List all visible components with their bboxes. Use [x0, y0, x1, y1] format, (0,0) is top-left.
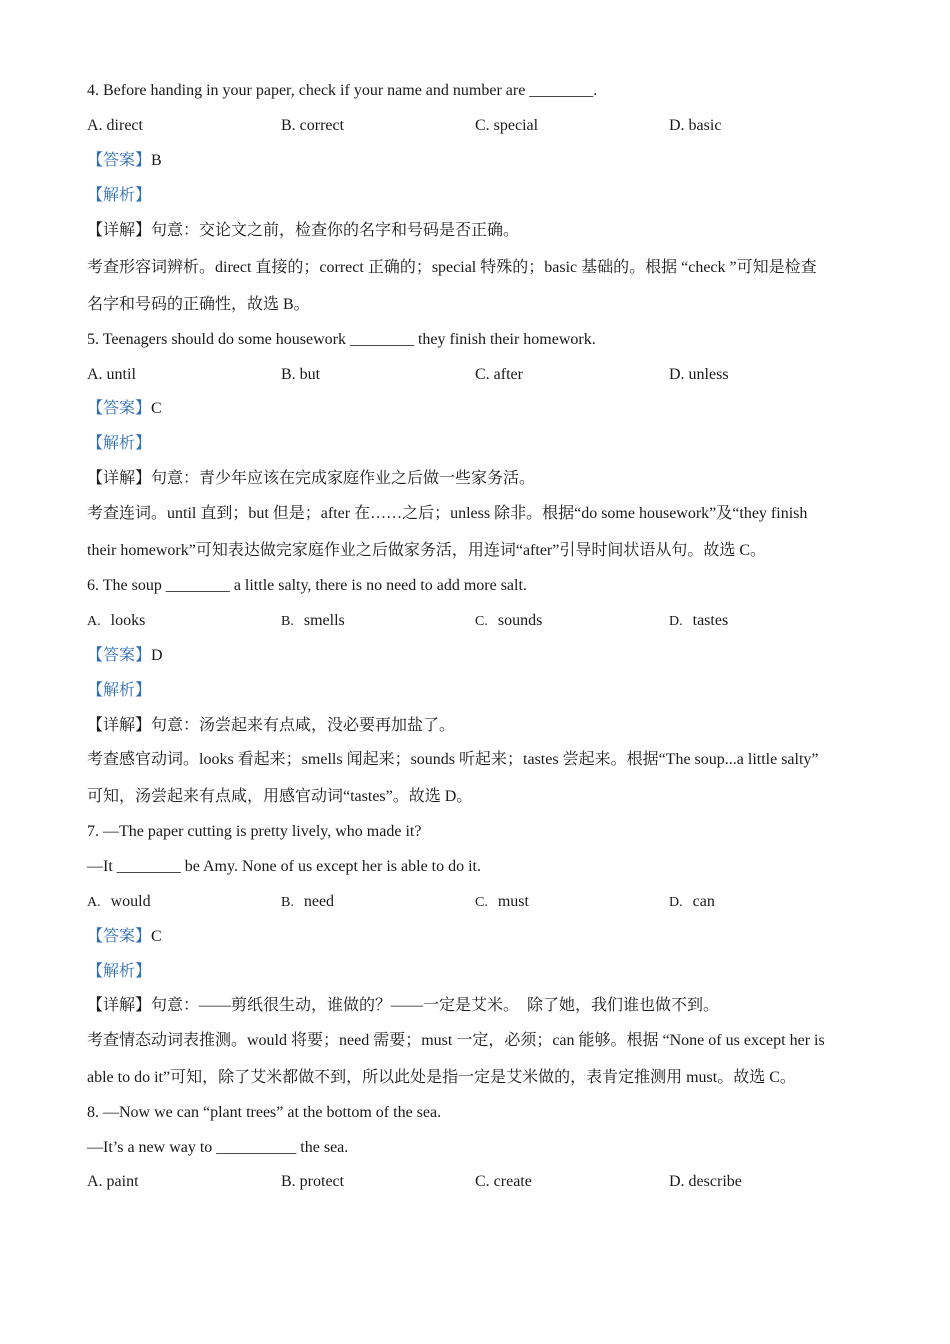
question-8-stem: 8. —Now we can “plant trees” at the bottom of the sea.: [87, 1104, 442, 1121]
option-c: [475, 892, 529, 913]
answer-line: [87, 399, 162, 419]
option-c: C. create: [475, 1173, 532, 1190]
option-b: B. protect: [281, 1173, 345, 1190]
answer-value: D: [151, 647, 163, 664]
option-c: C. special: [475, 117, 539, 134]
question-6-stem: 6. The soup ________ a little salty, there is no need to add more salt.: [87, 577, 527, 594]
detail-tag: 【详解】: [87, 222, 152, 239]
explanation-line: their homework”可知表达做完家庭作业之后做家务活，用连词“after”引导时间状语从句。故选 C。: [87, 542, 767, 559]
option-b: B. but: [281, 366, 321, 383]
question-8-options: [87, 1172, 867, 1192]
option-d: D. basic: [669, 117, 722, 134]
option-a: [87, 892, 151, 913]
answer-value: B: [151, 152, 162, 169]
option-letter: B.: [281, 614, 294, 629]
answer-line: [87, 927, 162, 947]
option-word: would: [110, 893, 151, 910]
option-c: C. after: [475, 366, 523, 383]
analysis-tag: 【解析】: [87, 187, 152, 204]
option-a: A. direct: [87, 117, 143, 134]
option-letter: C.: [475, 614, 488, 629]
detail-tag: 【详解】: [87, 717, 152, 734]
explanation-line: 名字和号码的正确性，故选 B。: [87, 296, 310, 313]
option-letter: D.: [669, 895, 683, 910]
answer-value: C: [151, 928, 162, 945]
option-word: sounds: [497, 612, 543, 629]
detail-text: 句意：——剪纸很生动，谁做的？——一定是艾米。 除了她，我们谁也做不到。: [151, 997, 720, 1014]
option-word: can: [692, 893, 715, 910]
detail-line: [87, 469, 535, 489]
option-word: tastes: [692, 612, 729, 629]
question-8-stem: —It’s a new way to __________ the sea.: [87, 1139, 349, 1156]
answer-line: [87, 151, 162, 171]
detail-text: 句意：青少年应该在完成家庭作业之后做一些家务活。: [151, 470, 536, 487]
option-d: [669, 611, 728, 632]
option-a: [87, 611, 145, 632]
answer-tag: 【答案】: [87, 400, 152, 417]
analysis-tag: 【解析】: [87, 682, 152, 699]
option-b: B. correct: [281, 117, 345, 134]
option-d: D. unless: [669, 366, 729, 383]
detail-line: [87, 996, 719, 1016]
detail-tag: 【详解】: [87, 470, 152, 487]
option-word: need: [303, 893, 335, 910]
question-6-options: [87, 611, 867, 631]
detail-line: [87, 716, 455, 736]
detail-text: 句意：汤尝起来有点咸，没必要再加盐了。: [151, 717, 456, 734]
analysis-tag: 【解析】: [87, 435, 152, 452]
detail-text: 句意：交论文之前，检查你的名字和号码是否正确。: [151, 222, 520, 239]
explanation-line: 考查形容词辨析。direct 直接的；correct 正确的；special 特殊的；basic 基础的。根据 “check ”可知是检查: [87, 259, 817, 276]
question-5-stem: 5. Teenagers should do some housework ________ they finish their homework.: [87, 331, 596, 348]
explanation-line: 考查连词。until 直到；but 但是；after 在……之后；unless 除非。根据“do some housework”及“they finish: [87, 505, 808, 522]
analysis-tag: 【解析】: [87, 963, 152, 980]
detail-tag: 【详解】: [87, 997, 152, 1014]
option-letter: A.: [87, 614, 101, 629]
question-5-options: [87, 365, 867, 385]
option-a: A. paint: [87, 1173, 139, 1190]
explanation-line: 可知，汤尝起来有点咸，用感官动词“tastes”。故选 D。: [87, 788, 473, 805]
question-7-stem: —It ________ be Amy. None of us except her is able to do it.: [87, 858, 481, 875]
option-word: must: [497, 893, 529, 910]
option-b: [281, 892, 334, 913]
question-7-stem: 7. —The paper cutting is pretty lively, who made it?: [87, 823, 422, 840]
question-4-options: [87, 116, 867, 136]
option-b: [281, 611, 345, 632]
option-d: [669, 892, 715, 913]
answer-tag: 【答案】: [87, 152, 152, 169]
answer-value: C: [151, 400, 162, 417]
option-word: looks: [110, 612, 146, 629]
option-letter: B.: [281, 895, 294, 910]
explanation-line: 考查感官动词。looks 看起来；smells 闻起来；sounds 听起来；tastes 尝起来。根据“The soup...a little salty”: [87, 751, 819, 768]
answer-tag: 【答案】: [87, 928, 152, 945]
option-c: [475, 611, 542, 632]
detail-line: [87, 221, 519, 241]
answer-line: [87, 646, 163, 666]
option-a: A. until: [87, 366, 136, 383]
explanation-line: 考查情态动词表推测。would 将要；need 需要；must 一定，必须；can 能够。根据 “None of us except her is: [87, 1032, 825, 1049]
answer-tag: 【答案】: [87, 647, 152, 664]
explanation-line: able to do it”可知，除了艾米都做不到，所以此处是指一定是艾米做的，表肯定推测用 must。故选 C。: [87, 1069, 796, 1086]
option-letter: C.: [475, 895, 488, 910]
question-7-options: [87, 892, 867, 912]
option-word: smells: [303, 612, 345, 629]
option-d: D. describe: [669, 1173, 742, 1190]
option-letter: A.: [87, 895, 101, 910]
question-4-stem: 4. Before handing in your paper, check if your name and number are ________.: [87, 82, 598, 99]
option-letter: D.: [669, 614, 683, 629]
